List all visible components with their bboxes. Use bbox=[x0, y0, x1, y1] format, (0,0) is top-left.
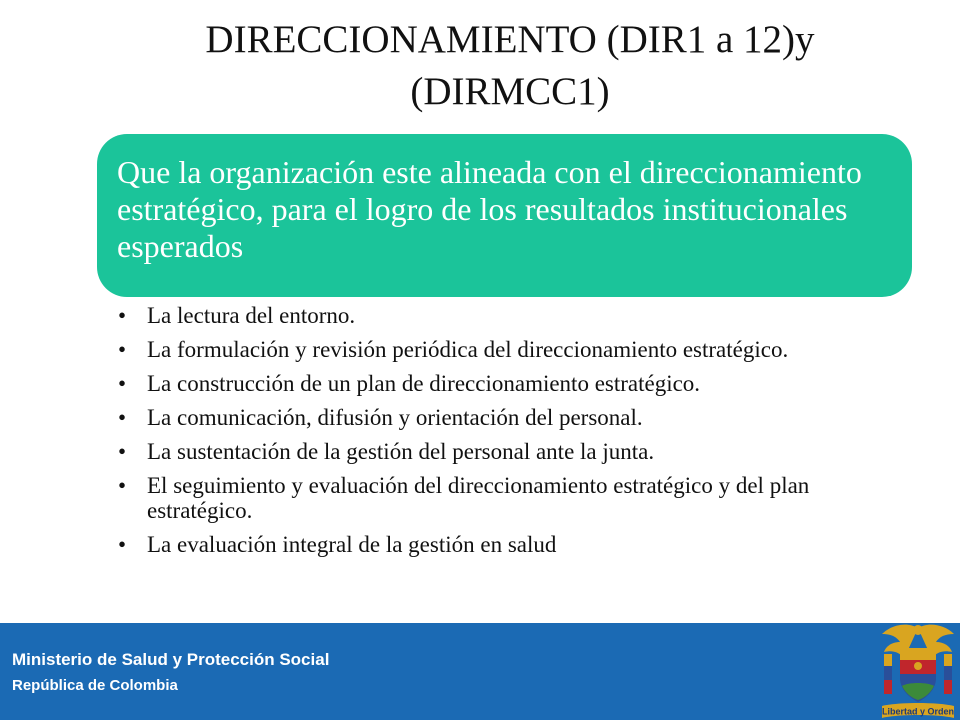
objective-highlight-box bbox=[97, 134, 912, 297]
bullet-item bbox=[118, 337, 918, 362]
bullet-item bbox=[118, 405, 918, 430]
bullet-item bbox=[118, 532, 918, 557]
bullet-text: La lectura del entorno. bbox=[147, 303, 356, 328]
bullet-item bbox=[118, 439, 918, 464]
bullet-item bbox=[118, 473, 918, 523]
bullet-list bbox=[118, 303, 918, 566]
bullet-dot-icon: • bbox=[118, 473, 127, 498]
bullet-dot-icon: • bbox=[118, 371, 127, 396]
slide-title-line-1: DIRECCIONAMIENTO (DIR1 a 12)y bbox=[205, 18, 815, 61]
objective-text: Que la organización este alineada con el direccionamiento estratégico, para el logro de los resultados institucionales esperados bbox=[117, 154, 862, 264]
bullet-text: El seguimiento y evaluación del direccionamiento estratégico y del plan estratégico. bbox=[147, 473, 810, 523]
bullet-dot-icon: • bbox=[118, 439, 127, 464]
bullet-text: La construcción de un plan de direccionamiento estratégico. bbox=[147, 371, 701, 396]
bullet-item bbox=[118, 371, 918, 396]
bullet-text: La formulación y revisión periódica del direccionamiento estratégico. bbox=[147, 337, 789, 362]
bullet-dot-icon: • bbox=[118, 303, 127, 328]
slide-title bbox=[80, 14, 940, 118]
slide-title-line-2: (DIRMCC1) bbox=[410, 70, 610, 113]
footer-bar bbox=[0, 623, 960, 720]
ministry-name: Ministerio de Salud y Protección Social bbox=[12, 650, 330, 669]
bullet-text: La comunicación, difusión y orientación del personal. bbox=[147, 405, 643, 430]
bullet-dot-icon: • bbox=[118, 405, 127, 430]
bullet-dot-icon: • bbox=[118, 532, 127, 557]
crest-motto: Libertad y Orden bbox=[881, 706, 955, 717]
bullet-dot-icon: • bbox=[118, 337, 127, 362]
bullet-item bbox=[118, 303, 918, 328]
bullet-text: La sustentación de la gestión del personal ante la junta. bbox=[147, 439, 655, 464]
country-name: República de Colombia bbox=[12, 677, 178, 694]
colombia-coat-of-arms-icon bbox=[878, 620, 958, 720]
bullet-text: La evaluación integral de la gestión en salud bbox=[147, 532, 557, 557]
